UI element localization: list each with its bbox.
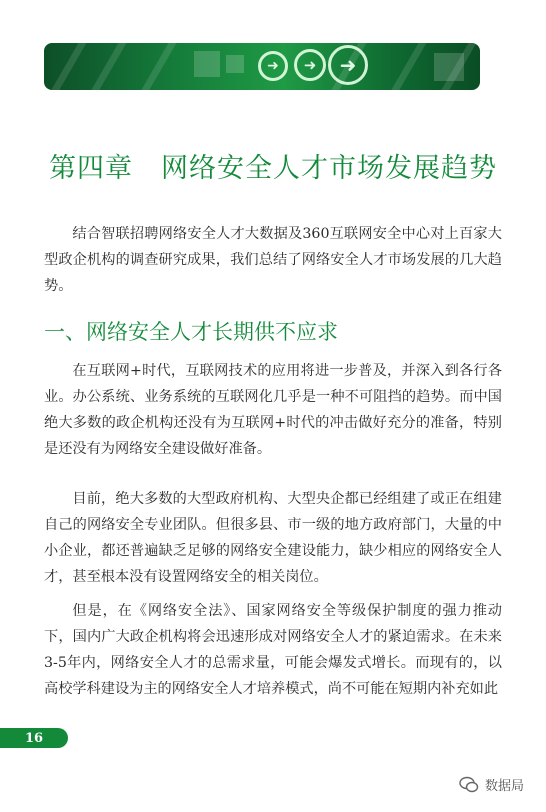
intro-paragraph: 结合智联招聘网络安全人才大数据及360互联网安全中心对上百家大型政企机构的调查研究成果，我们总结了网络安全人才市场发展的几大趋势。 bbox=[44, 226, 502, 294]
watermark-text: 数据局 bbox=[484, 779, 524, 794]
watermark bbox=[459, 775, 524, 794]
page-number: 16 bbox=[0, 728, 68, 748]
chapter-title: 第四章 网络安全人才市场发展趋势 bbox=[49, 153, 497, 184]
wechat-icon bbox=[459, 776, 479, 794]
body-paragraph: 目前，绝大多数的大型政府机构、大型央企都已经组建了或正在组建自己的网络安全专业团队。但很多县、市一级的地方政府部门，大量的中小企业，都还普遍缺乏足够的网络安全建设能力，缺少相应的网络安全人才，甚至根本没有设置网络安全的相关岗位。 bbox=[44, 491, 502, 585]
arrow-right-icon: ➜ bbox=[258, 51, 288, 81]
body-paragraph: 在互联网+时代，互联网技术的应用将进一步普及，并深入到各行各业。办公系统、业务系统的互联网化几乎是一种不可阻挡的趋势。而中国绝大多数的政企机构还没有为互联网+时代的冲击做好充分的准备，特别是还没有为网络安全建设做好准备。 bbox=[44, 363, 502, 457]
arrow-right-icon: ➜ bbox=[328, 45, 368, 85]
body-paragraph: 但是，在《网络安全法》、国家网络安全等级保护制度的强力推动下，国内广大政企机构将会迅速形成对网络安全人才的紧迫需求。在未来3-5年内，网络安全人才的总需求量，可能会爆发式增长。而现有的，以高校学科建设为主的网络安全人才培养模式，尚不可能在短期内补充如此 bbox=[44, 603, 502, 697]
section-heading: 一、网络安全人才长期供不应求 bbox=[44, 320, 338, 344]
header-banner bbox=[44, 43, 480, 90]
arrow-right-icon: ➜ bbox=[294, 49, 326, 81]
